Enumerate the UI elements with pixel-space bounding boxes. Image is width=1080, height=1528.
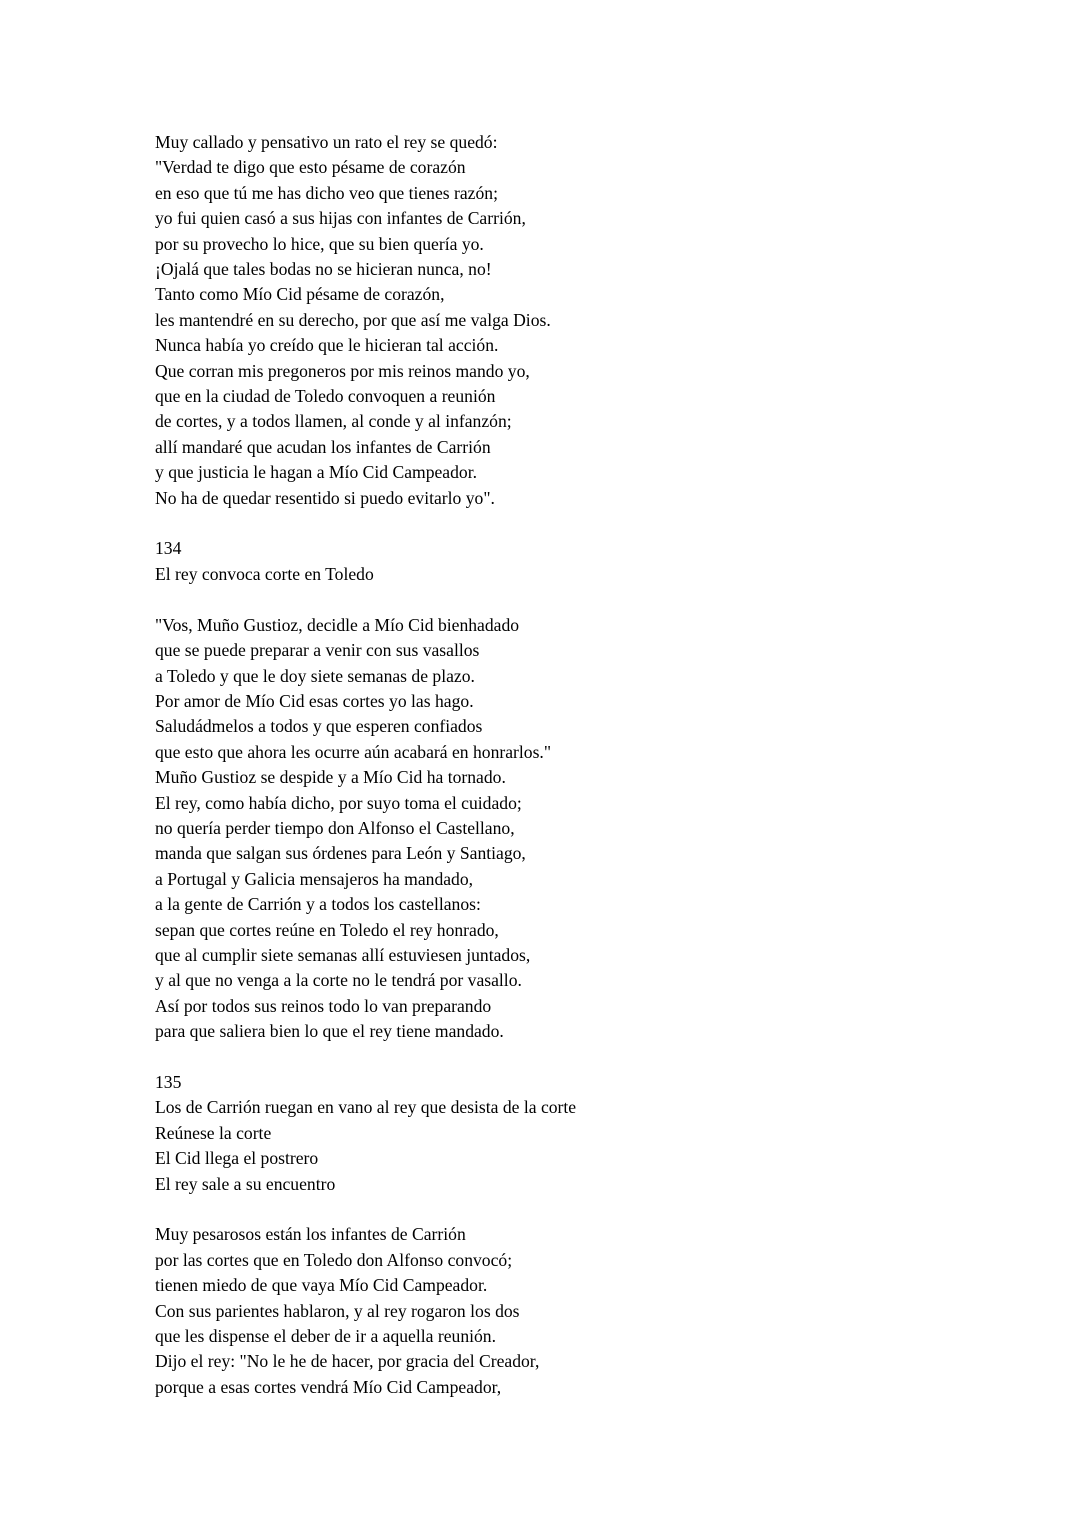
verse-line: y que justicia le hagan a Mío Cid Campeador. bbox=[155, 462, 477, 483]
verse-line: El rey, como había dicho, por suyo toma el cuidado; bbox=[155, 792, 522, 813]
verse-line: que al cumplir siete semanas allí estuviesen juntados, bbox=[155, 944, 531, 965]
verse-line: que esto que ahora les ocurre aún acabará en honrarlos." bbox=[155, 741, 552, 762]
verse-line: por su provecho lo hice, que su bien quería yo. bbox=[155, 233, 484, 254]
verse-line: y al que no venga a la corte no le tendrá por vasallo. bbox=[155, 970, 522, 991]
verse-line: "Vos, Muño Gustioz, decidle a Mío Cid bienhadado bbox=[155, 614, 520, 635]
verse-line: a Portugal y Galicia mensajeros ha mandado, bbox=[155, 868, 474, 889]
verse-line: a la gente de Carrión y a todos los castellanos: bbox=[155, 894, 481, 915]
stanza bbox=[155, 1222, 1020, 1400]
verse-line: Muño Gustioz se despide y a Mío Cid ha tornado. bbox=[155, 767, 506, 788]
section-heading bbox=[155, 536, 1020, 587]
section-title-line: El Cid llega el postrero bbox=[155, 1148, 319, 1169]
verse-line: Saludádmelos a todos y que esperen confiados bbox=[155, 716, 483, 737]
verse-line: de cortes, y a todos llamen, al conde y al infanzón; bbox=[155, 411, 512, 432]
verse-line: que se puede preparar a venir con sus vasallos bbox=[155, 640, 480, 661]
verse-line: Con sus parientes hablaron, y al rey rogaron los dos bbox=[155, 1300, 520, 1321]
verse-line: les mantendré en su derecho, por que así me valga Dios. bbox=[155, 309, 551, 330]
section-title-line: Los de Carrión ruegan en vano al rey que desista de la corte bbox=[155, 1097, 577, 1118]
verse-line: que les dispense el deber de ir a aquella reunión. bbox=[155, 1326, 496, 1347]
verse-line: porque a esas cortes vendrá Mío Cid Campeador, bbox=[155, 1376, 502, 1397]
section-title-line: Reúnese la corte bbox=[155, 1122, 272, 1143]
verse-line: Muy callado y pensativo un rato el rey se quedó: bbox=[155, 132, 498, 152]
stanza bbox=[155, 130, 1020, 511]
verse-line: tienen miedo de que vaya Mío Cid Campeador. bbox=[155, 1275, 488, 1296]
section-number: 135 bbox=[155, 1071, 182, 1092]
verse-line: para que saliera bien lo que el rey tiene mandado. bbox=[155, 1021, 504, 1042]
verse-line: Tanto como Mío Cid pésame de corazón, bbox=[155, 284, 445, 305]
verse-line: que en la ciudad de Toledo convoquen a reunión bbox=[155, 386, 496, 407]
section-number: 134 bbox=[155, 538, 182, 559]
verse-line: por las cortes que en Toledo don Alfonso convocó; bbox=[155, 1249, 513, 1270]
section-title-line: El rey convoca corte en Toledo bbox=[155, 563, 374, 584]
section-title-line: El rey sale a su encuentro bbox=[155, 1173, 336, 1194]
verse-line: sepan que cortes reúne en Toledo el rey honrado, bbox=[155, 919, 499, 940]
verse-line: en eso que tú me has dicho veo que tienes razón; bbox=[155, 182, 498, 203]
verse-line: Que corran mis pregoneros por mis reinos mando yo, bbox=[155, 360, 530, 381]
verse-line: ¡Ojalá que tales bodas no se hicieran nunca, no! bbox=[155, 259, 492, 280]
verse-line: a Toledo y que le doy siete semanas de plazo. bbox=[155, 665, 475, 686]
verse-line: Así por todos sus reinos todo lo van preparando bbox=[155, 995, 492, 1016]
verse-line: Dijo el rey: "No le he de hacer, por gracia del Creador, bbox=[155, 1351, 540, 1372]
section-heading bbox=[155, 1070, 1020, 1197]
verse-line: Muy pesarosos están los infantes de Carrión bbox=[155, 1224, 466, 1245]
verse-line: Por amor de Mío Cid esas cortes yo las hago. bbox=[155, 690, 474, 711]
stanza bbox=[155, 613, 1020, 1045]
verse-line: No ha de quedar resentido si puedo evitarlo yo". bbox=[155, 487, 495, 508]
document-content bbox=[155, 130, 1020, 1400]
verse-line: no quería perder tiempo don Alfonso el Castellano, bbox=[155, 817, 515, 838]
verse-line: manda que salgan sus órdenes para León y Santiago, bbox=[155, 843, 526, 864]
verse-line: Nunca había yo creído que le hicieran tal acción. bbox=[155, 335, 499, 356]
verse-line: yo fui quien casó a sus hijas con infantes de Carrión, bbox=[155, 208, 526, 229]
verse-line: allí mandaré que acudan los infantes de Carrión bbox=[155, 436, 491, 457]
verse-line: "Verdad te digo que esto pésame de corazón bbox=[155, 157, 466, 178]
